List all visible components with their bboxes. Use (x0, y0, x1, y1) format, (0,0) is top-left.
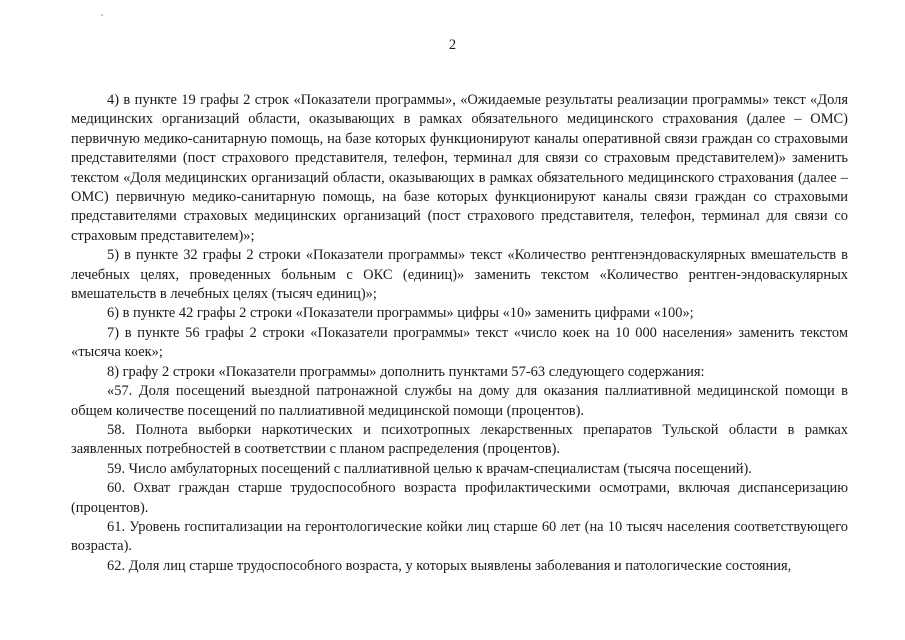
paragraph-point-59: 59. Число амбулаторных посещений с паллиативной целью к врачам-специалистам (тысяча посещений). (107, 460, 752, 477)
paragraph-point-57: «57. Доля посещений выездной патронажной службы на дому для оказания паллиативной медицинской помощи в общем количестве посещений по паллиативной медицинской помощи (процентов). (71, 383, 848, 419)
paragraph-item-8: 8) графу 2 строки «Показатели программы» дополнить пунктами 57-63 следующего содержания: (107, 363, 705, 380)
paragraph-point-60: 60. Охват граждан старше трудоспособного возраста профилактическими осмотрами, включая диспансеризацию (процентов). (71, 480, 848, 516)
paragraph-item-7: 7) в пункте 56 графы 2 строки «Показатели программы» текст «число коек на 10 000 населения» заменить текстом «тысяча коек»; (71, 324, 848, 361)
document-body (71, 91, 848, 576)
scan-artifact-dot (101, 14, 103, 16)
paragraph-item-6: 6) в пункте 42 графы 2 строки «Показатели программы» цифры «10» заменить цифрами «100»; (107, 305, 694, 322)
paragraph-point-58: 58. Полнота выборки наркотических и психотропных лекарственных препаратов Тульской области в рамках заявленных потребностей в соответствии с планом распределения (процентов). (71, 421, 848, 458)
paragraph-point-61: 61. Уровень госпитализации на геронтологические койки лиц старше 60 лет (на 10 тысяч населения соответствующего возраста). (71, 518, 848, 555)
paragraph-item-4: 4) в пункте 19 графы 2 строк «Показатели программы», «Ожидаемые результаты реализации программы» текст «Доля медицинских организаций области, оказывающих в рамках обязательного медицинского страхования (далее – ОМС) первичную медико-санитарную помощь, на базе которых функционируют каналы оперативной связи граждан со страховыми представителями (пост страхового представителя, телефон, терминал для связи со страховым представителем)» заменить текстом «Доля медицинских организаций области, оказывающих в рамках обязательного медицинского страхования (далее – ОМС) первичную медико-санитарную помощь, на базе которых функционируют каналы связи граждан со страховыми представителями страховых медицинских организаций (пост страхового представителя, телефон, терминал для связи со страховым представителем)»; (71, 92, 848, 244)
paragraph-item-5: 5) в пункте 32 графы 2 строки «Показатели программы» текст «Количество рентгенэндоваскулярных вмешательств в лечебных целях, проведенных больным с ОКС (единиц)» заменить текстом «Количество рентген-эндоваскулярных вмешательств в лечебных целях (тысяч единиц)»; (71, 247, 848, 303)
page-number: 2 (448, 37, 457, 53)
paragraph-point-62: 62. Доля лиц старше трудоспособного возраста, у которых выявлены заболевания и патологические состояния, (107, 557, 792, 574)
